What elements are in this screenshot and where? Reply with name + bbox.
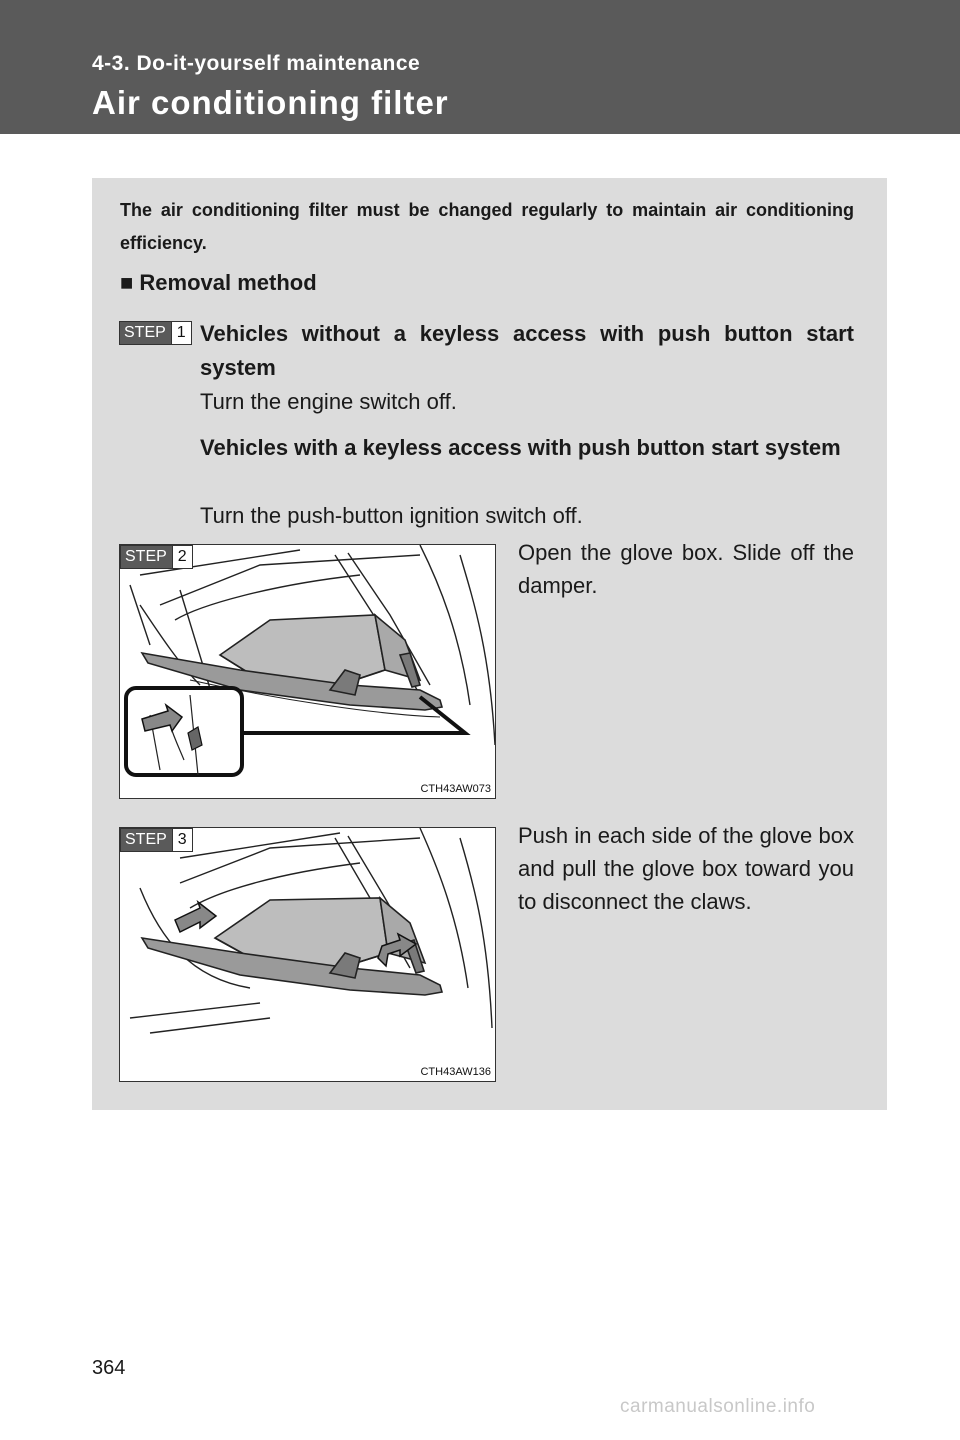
step-number: 2 bbox=[172, 546, 192, 568]
page-title: Air conditioning filter bbox=[92, 84, 449, 121]
glove-box-claws-illustration bbox=[120, 828, 496, 1082]
step-2-figure bbox=[119, 544, 496, 799]
page-number: 364 bbox=[92, 1357, 126, 1379]
step-2-badge bbox=[120, 545, 193, 569]
step-number: 1 bbox=[171, 322, 191, 344]
step-number: 3 bbox=[172, 829, 192, 851]
step-3-text: Push in each side of the glove box and pull the glove box toward you to disconnect the claws. bbox=[518, 823, 854, 914]
step-1-text-push-button: Turn the push-button ignition switch off. bbox=[200, 503, 583, 528]
step-word: STEP bbox=[120, 322, 171, 344]
glove-box-damper-illustration bbox=[120, 545, 496, 799]
step-2-text: Open the glove box. Slide off the damper. bbox=[518, 540, 854, 598]
step-1-heading-with-keyless: Vehicles with a keyless access with push button start system bbox=[200, 435, 841, 460]
figure-code: CTH43AW136 bbox=[420, 1066, 491, 1078]
page-header bbox=[0, 0, 960, 134]
step-word: STEP bbox=[121, 829, 172, 851]
step-1-badge bbox=[119, 321, 192, 345]
intro-text: The air conditioning filter must be changed regularly to maintain air conditioning efficiency. bbox=[120, 200, 854, 253]
step-1-heading-without-keyless: Vehicles without a keyless access with push button start system bbox=[200, 321, 854, 380]
watermark: carmanualsonline.info bbox=[620, 1396, 816, 1417]
step-3-badge bbox=[120, 828, 193, 852]
step-word: STEP bbox=[121, 546, 172, 568]
step-3-figure bbox=[119, 827, 496, 1082]
step-1-text-engine-switch: Turn the engine switch off. bbox=[200, 389, 457, 414]
removal-method-heading: ■ Removal method bbox=[120, 270, 317, 295]
section-label: 4-3. Do-it-yourself maintenance bbox=[92, 52, 421, 75]
figure-code: CTH43AW073 bbox=[420, 783, 491, 795]
